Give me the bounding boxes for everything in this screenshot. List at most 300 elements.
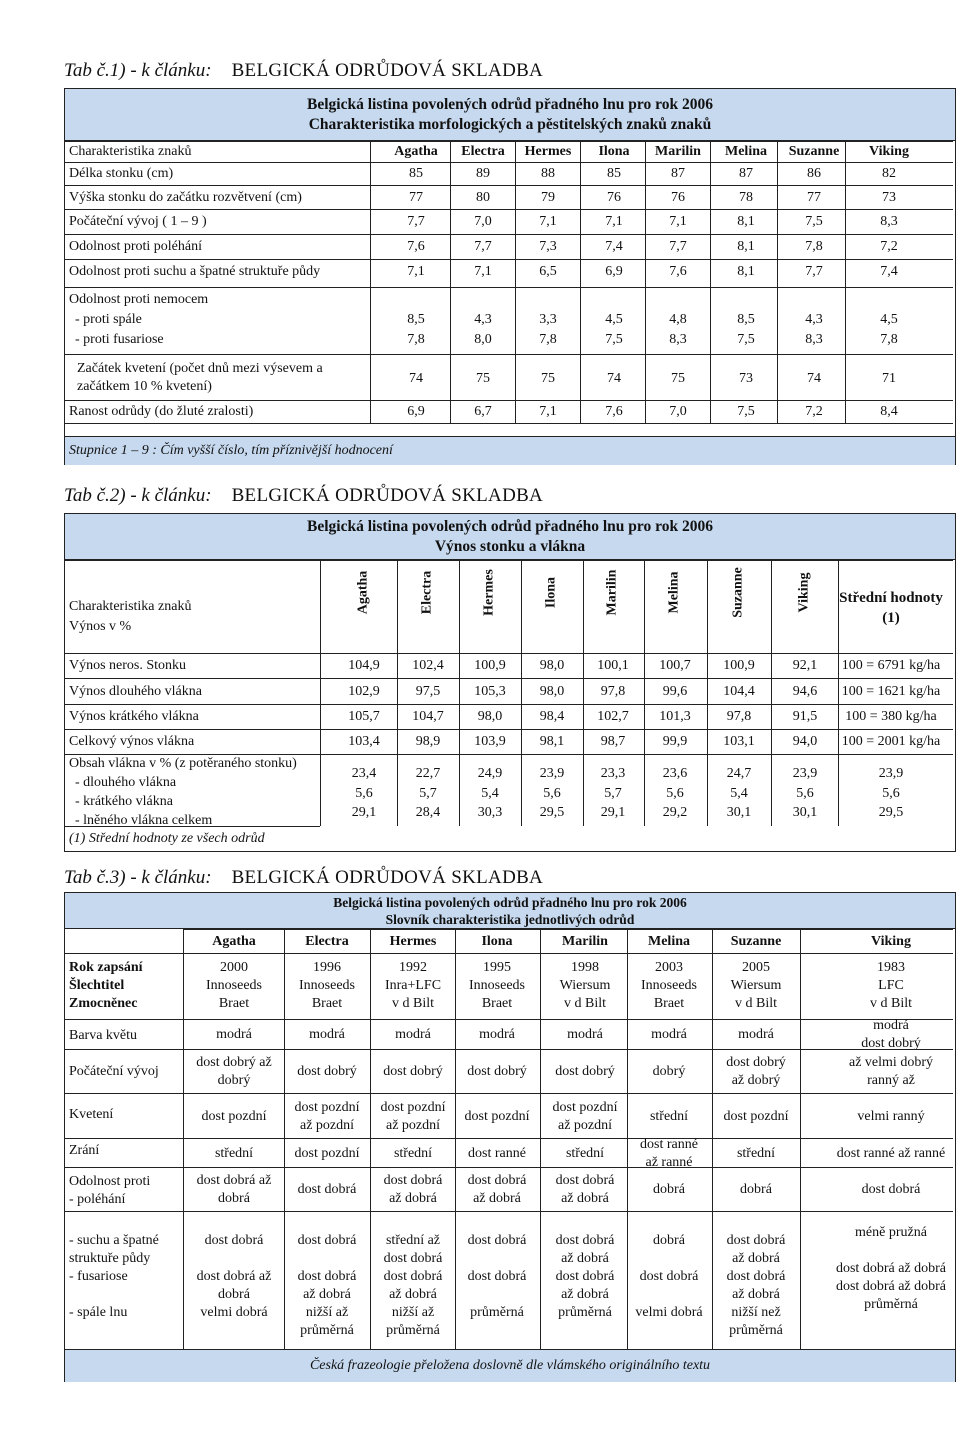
value-cell: 7,1 [539,214,557,229]
row-divider [65,1049,953,1050]
table3-footnote: Česká frazeologie přeložena doslovně dle vlámského originálního textu [65,1349,955,1382]
column-divider [627,929,628,1349]
value-cell: v d Bilt [734,996,778,1011]
value-cell: 80 [476,190,490,205]
value-cell: 88 [541,166,555,181]
value-cell: 98,0 [539,658,565,673]
value-cell: v d Bilt [391,996,435,1011]
column-divider [707,560,708,826]
value-cell: 5,6 [666,786,684,801]
row-divider [65,287,953,288]
value-cell: 100,7 [659,658,691,673]
value-cell: 97,8 [600,684,626,699]
value-cell: 7,6 [605,404,623,419]
column-divider [645,141,646,423]
column-divider [320,560,321,826]
row-label: Šlechtitel [69,978,125,993]
value-cell: 23,9 [539,766,565,781]
value-cell: 3,3 [539,312,557,327]
row-divider [65,400,953,401]
value-cell: 79 [541,190,555,205]
column-divider [712,929,713,1349]
value-cell: 99,6 [662,684,688,699]
value-cell: 7,7 [669,239,687,254]
value-cell: 30,1 [792,805,818,820]
row-label: Zmocněnec [69,996,138,1011]
value-cell: 1983 [877,960,905,975]
table1-header [65,89,955,141]
table1 [64,88,956,465]
value-cell: 8,5 [737,312,755,327]
mean-cell: 5,6 [882,786,900,801]
value-cell: dost dobrá až dobrá [835,1261,947,1276]
row-divider [65,953,953,954]
column-divider [183,929,184,1349]
value-cell: 8,3 [805,332,823,347]
column-divider [521,560,522,826]
value-cell: průměrná [558,1305,612,1320]
table2 [64,513,956,852]
column-divider [710,141,711,423]
row-label: Rok zapsání [69,960,143,975]
value-cell: 105,3 [474,684,506,699]
mean-cell: 100 = 6791 kg/ha [841,658,941,673]
value-cell: 7,1 [474,264,492,279]
value-cell: 102,7 [597,709,629,724]
value-cell: 7,7 [474,239,492,254]
value-cell: dost dobrý [555,1064,615,1079]
column-header-marilin: Marilin [562,934,608,949]
column-header-agatha: Agatha [212,934,256,949]
value-cell: 23,3 [600,766,626,781]
value-cell: dost dobrá [297,1233,357,1248]
value-cell: až dobrá [732,1287,780,1302]
value-cell: 82 [882,166,896,181]
mean-cell: 29,5 [878,805,904,820]
column-header-hermes: Hermes [481,569,497,616]
value-cell: 92,1 [792,658,818,673]
table1-title: Belgická listina povolených odrůd přadného lnu pro rok 2006 [307,96,713,113]
column-header-ilona: Ilona [598,144,630,159]
value-cell: Braet [218,996,250,1011]
row-divider [65,423,953,424]
column-header-suzanne: Suzanne [788,144,840,159]
value-cell: dobrá [653,1233,685,1248]
column-divider [580,141,581,423]
value-cell: 85 [409,166,423,181]
value-cell: modrá [738,1027,774,1042]
row-divider [65,354,953,355]
value-cell: modrá [395,1027,431,1042]
row-label: Obsah vlákna v % (z potěraného stonku) [69,756,297,771]
value-cell: 104,4 [723,684,755,699]
value-cell: 8,3 [669,332,687,347]
row-divider [65,560,953,561]
value-cell: 94,6 [792,684,818,699]
value-cell: 6,5 [539,264,557,279]
value-cell: 29,1 [351,805,377,820]
column-divider [515,141,516,423]
row-label: Odolnost proti poléhání [69,239,202,254]
value-cell: 8,1 [737,214,755,229]
value-cell: dost dobrá [467,1269,527,1284]
value-cell: střední [393,1145,433,1161]
row-label: Výnos dlouhého vlákna [69,684,202,699]
row-divider [65,1211,953,1212]
table2-caption [64,485,543,507]
value-cell: dost dobrý až [196,1055,272,1070]
mean-cell: 23,9 [878,766,904,781]
column-divider [771,560,772,826]
column-header-hermes: Hermes [524,144,572,159]
value-cell: dost dobrá [726,1269,786,1284]
value-cell: 8,0 [474,332,492,347]
value-cell: dost dobrá [555,1173,615,1188]
value-cell: 1996 [313,960,341,975]
value-cell: 98,1 [539,734,565,749]
value-cell: 87 [739,166,753,181]
value-cell: 7,5 [737,332,755,347]
value-cell: 7,5 [737,404,755,419]
column-divider [397,560,398,826]
value-cell: dost dobrá až [196,1269,272,1284]
table1-caption [64,60,543,82]
column-divider [370,929,371,1349]
value-cell: 75 [541,371,555,386]
mean-cell: 100 = 380 kg/ha [845,709,937,724]
column-header-electra: Electra [461,144,505,159]
row-label: Zrání [69,1143,100,1158]
column-header-mean-note: (1) [882,610,900,626]
table3-subtitle: Slovník charakteristika jednotlivých odrůd [385,912,635,927]
value-cell: dost ranné [468,1145,526,1161]
value-cell: 102,4 [412,658,444,673]
value-cell: dost pozdní [552,1099,618,1115]
row-divider [183,929,953,930]
table3-caption [64,867,543,889]
row-divider [65,1019,953,1020]
column-divider [455,929,456,1349]
value-cell: Innoseeds [641,978,697,993]
value-cell: 28,4 [415,805,441,820]
value-cell: průměrná [864,1297,918,1312]
value-cell: Braet [653,996,685,1011]
column-header-marilin: Marilin [655,144,701,159]
value-cell: 8,1 [737,264,755,279]
row-divider [65,162,953,163]
value-cell: 103,9 [474,734,506,749]
column-header-melina: Melina [666,571,682,614]
value-cell: dobrá [653,1182,685,1197]
value-cell: 98,4 [539,709,565,724]
value-cell: až velmi dobrý [849,1055,933,1070]
row-divider [65,209,953,210]
value-cell: dost dobrá [861,1182,921,1197]
value-cell: Innoseeds [469,978,525,993]
column-header-characteristic: Charakteristika znaků [69,144,192,159]
column-divider [450,141,451,423]
column-header-melina: Melina [725,144,767,159]
value-cell: 4,5 [605,312,623,327]
value-cell: dost dobrý [726,1055,786,1070]
value-cell: 4,8 [669,312,687,327]
value-cell: dost pozdní [464,1108,530,1124]
value-cell: 6,9 [407,404,425,419]
value-cell: až dobrá [389,1191,437,1206]
value-cell: 5,4 [481,786,499,801]
value-cell: dost dobrý [383,1064,443,1079]
value-cell: až pozdní [299,1117,355,1133]
column-header-electra: Electra [305,934,349,949]
value-cell: dost dobrá [467,1173,527,1188]
column-divider [845,141,846,423]
column-divider [583,560,584,826]
value-cell: 97,8 [726,709,752,724]
table2-header [65,514,955,560]
value-cell: nižší až [305,1305,349,1320]
value-cell: dost dobrá až [196,1173,272,1188]
value-cell: až pozdní [385,1117,441,1133]
value-cell: 98,7 [600,734,626,749]
row-label: - lněného vlákna celkem [75,813,213,828]
column-header-marilin: Marilin [604,569,620,616]
row-label: - proti spále [75,312,142,327]
value-cell: až ranné [645,1154,693,1170]
value-cell: 74 [607,371,621,386]
value-cell: 7,8 [539,332,557,347]
value-cell: střední [649,1108,689,1124]
value-cell: dost pozdní [723,1108,789,1124]
row-divider [65,141,953,142]
value-cell: 30,3 [477,805,503,820]
column-header-suzanne: Suzanne [730,934,782,949]
value-cell: dost dobrá [555,1269,615,1284]
value-cell: 7,8 [805,239,823,254]
value-cell: Braet [311,996,343,1011]
column-divider [644,560,645,826]
value-cell: 101,3 [659,709,691,724]
value-cell: 7,3 [539,239,557,254]
value-cell: 6,9 [605,264,623,279]
value-cell: 100,1 [597,658,629,673]
value-cell: velmi dobrá [635,1305,703,1320]
column-divider [838,560,839,826]
table3 [64,892,956,1382]
value-cell: Inra+LFC [384,978,442,993]
value-cell: 75 [671,371,685,386]
value-cell: 5,7 [604,786,622,801]
row-label: struktuře půdy [69,1251,151,1266]
value-cell: modrá [873,1018,909,1033]
value-cell: 103,4 [348,734,380,749]
value-cell: 7,8 [407,332,425,347]
value-cell: dost dobrá [297,1269,357,1284]
value-cell: modrá [216,1027,252,1042]
value-cell: 2005 [742,960,770,975]
value-cell: 23,9 [792,766,818,781]
heading-text: BELGICKÁ ODRŮDOVÁ SKLADBA [231,867,544,888]
column-header-melina: Melina [648,934,690,949]
row-label: - fusariose [69,1269,128,1284]
value-cell: 7,0 [474,214,492,229]
value-cell: 78 [739,190,753,205]
value-cell: dost dobrá až dobrá [835,1279,947,1294]
value-cell: 8,4 [880,404,898,419]
value-cell: střední [736,1145,776,1161]
column-divider [800,929,801,1349]
value-cell: 77 [807,190,821,205]
value-cell: dost dobrá [639,1269,699,1284]
value-cell: 87 [671,166,685,181]
row-divider [65,826,320,827]
value-cell: Innoseeds [299,978,355,993]
row-label: Barva květu [69,1028,138,1043]
table1-subtitle: Charakteristika morfologických a pěstitelských znaků znaků [308,116,712,133]
value-cell: 1992 [399,960,427,975]
value-cell: 104,9 [348,658,380,673]
column-header-yield: Výnos v % [69,619,132,634]
value-cell: až pozdní [557,1117,613,1133]
value-cell: 98,0 [539,684,565,699]
table2-footnote: (1) Střední hodnoty ze všech odrůd [69,831,265,846]
row-label: Výnos krátkého vlákna [69,709,199,724]
value-cell: dost dobrý [861,1036,921,1051]
row-label: Celkový výnos vlákna [69,734,195,749]
value-cell: modrá [651,1027,687,1042]
value-cell: Braet [481,996,513,1011]
value-cell: dost dobrý [467,1064,527,1079]
value-cell: 8,5 [407,312,425,327]
value-cell: 4,5 [880,312,898,327]
column-header-viking: Viking [796,572,812,613]
value-cell: až dobrá [389,1287,437,1302]
value-cell: 7,4 [880,264,898,279]
row-label: - suchu a špatné [69,1233,159,1248]
value-cell: 24,7 [726,766,752,781]
value-cell: 5,6 [543,786,561,801]
column-header-viking: Viking [869,144,909,159]
heading-text: BELGICKÁ ODRŮDOVÁ SKLADBA [231,485,544,506]
value-cell: 7,8 [880,332,898,347]
value-cell: 103,1 [723,734,755,749]
mean-cell: 100 = 1621 kg/ha [841,684,941,699]
table3-header [65,893,955,929]
row-divider [65,653,953,654]
value-cell: 98,0 [477,709,503,724]
value-cell: dobrá [218,1191,250,1206]
row-divider [65,1138,953,1139]
value-cell: až dobrá [303,1287,351,1302]
value-cell: 7,2 [880,239,898,254]
value-cell: průměrná [300,1323,354,1338]
value-cell: 86 [807,166,821,181]
row-divider [65,729,953,730]
caption-text: Tab č.3) - k článku: [64,867,212,888]
value-cell: 105,7 [348,709,380,724]
value-cell: 98,9 [415,734,441,749]
column-header-ilona: Ilona [543,576,559,609]
row-label: Odolnost proti suchu a špatné struktuře půdy [69,264,321,279]
value-cell: dost dobrá [383,1251,443,1266]
value-cell: 91,5 [792,709,818,724]
row-label: Začátek kvetení (počet dnů mezi výsevem a [77,361,323,376]
value-cell: střední [214,1145,254,1161]
value-cell: 76 [607,190,621,205]
value-cell: dobrý [217,1073,251,1088]
value-cell: Innoseeds [206,978,262,993]
value-cell: dobrá [218,1287,250,1302]
value-cell: 7,0 [669,404,687,419]
value-cell: 73 [882,190,896,205]
value-cell: 7,6 [407,239,425,254]
value-cell: nižší než [731,1305,781,1320]
value-cell: 23,6 [662,766,688,781]
value-cell: dost pozdní [294,1145,360,1161]
value-cell: dost dobrý [297,1064,357,1079]
value-cell: dost dobrá [726,1233,786,1248]
value-cell: 29,5 [539,805,565,820]
value-cell: modrá [309,1027,345,1042]
value-cell: méně pružná [855,1225,927,1240]
value-cell: 6,7 [474,404,492,419]
value-cell: průměrná [386,1323,440,1338]
row-label: - proti fusariose [75,332,164,347]
value-cell: nižší až [391,1305,435,1320]
row-divider [65,234,953,235]
row-divider [65,1167,953,1168]
value-cell: 4,3 [474,312,492,327]
value-cell: ranný až [867,1073,915,1088]
value-cell: 7,7 [805,264,823,279]
value-cell: dost pozdní [294,1099,360,1115]
value-cell: dobrá [740,1182,772,1197]
value-cell: 8,3 [880,214,898,229]
value-cell: 7,1 [605,214,623,229]
value-cell: LFC [878,978,904,993]
row-label: - poléhání [69,1192,126,1207]
value-cell: 73 [739,371,753,386]
value-cell: až dobrá [732,1251,780,1266]
row-label: Počáteční vývoj ( 1 – 9 ) [69,214,207,229]
value-cell: 2000 [220,960,248,975]
value-cell: dost ranné až ranné [836,1145,946,1161]
value-cell: až dobrá [561,1191,609,1206]
value-cell: 74 [409,371,423,386]
value-cell: 1998 [571,960,599,975]
value-cell: 7,5 [805,214,823,229]
value-cell: dost dobrá [383,1173,443,1188]
value-cell: 7,1 [669,214,687,229]
value-cell: 29,1 [600,805,626,820]
value-cell: 8,1 [737,239,755,254]
value-cell: velmi dobrá [200,1305,268,1320]
value-cell: 4,3 [805,312,823,327]
row-divider [65,185,953,186]
value-cell: 7,4 [605,239,623,254]
value-cell: Wiersum [730,978,782,993]
value-cell: 75 [476,371,490,386]
row-divider [65,678,953,679]
value-cell: 89 [476,166,490,181]
row-label: Kvetení [69,1107,114,1122]
column-header-agatha: Agatha [394,144,438,159]
column-header-viking: Viking [871,934,911,949]
column-divider [284,929,285,1349]
row-label: Výnos neros. Stonku [69,658,187,673]
column-header-agatha: Agatha [355,570,371,615]
row-label: Ranost odrůdy (do žluté zralosti) [69,404,254,419]
value-cell: 7,7 [407,214,425,229]
